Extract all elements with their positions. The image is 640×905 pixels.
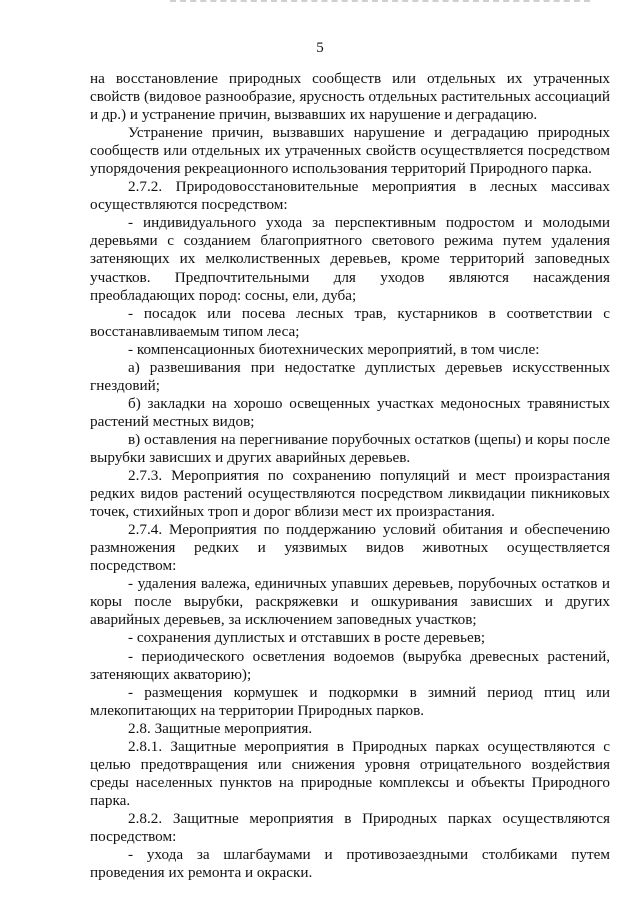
paragraph: на восстановление природных сообществ или отдельных их утраченных свойств (видовое разнообразие, ярусность отдельных растительных ассоциаций и др.) и устранение причин, вызвавших их нарушение и деградацию. bbox=[90, 70, 610, 124]
sub-item-v: в) оставления на перегнивание порубочных остатков (щепы) и коры после вырубки зависших и других аварийных деревьев. bbox=[90, 430, 610, 466]
list-item: - удаления валежа, единичных упавших деревьев, порубочных остатков и коры после вырубки, раскряжевки и ошкуривания зависших и других аварийных деревьев, за исключением заповедных участков; bbox=[90, 575, 610, 629]
section-2-7-3: 2.7.3. Мероприятия по сохранению популяций и мест произрастания редких видов растений осуществляются посредством ликвидации пикниковых точек, стихийных троп и дорог вблизи мест их произрастания. bbox=[90, 467, 610, 521]
section-2-8-2: 2.8.2. Защитные мероприятия в Природных парках осуществляются посредством: bbox=[90, 809, 610, 845]
list-item: - ухода за шлагбаумами и противозаездными столбиками путем проведения их ремонта и окраски. bbox=[90, 846, 610, 882]
paragraph: Устранение причин, вызвавших нарушение и деградацию природных сообществ или отдельных их утраченных свойств осуществляется посредством упорядочения рекреационного использования территорий Природного парка. bbox=[90, 124, 610, 178]
scan-artifact bbox=[170, 0, 590, 5]
page-number: 5 bbox=[316, 40, 324, 56]
list-item: - посадок или посева лесных трав, кустарников в соответствии с восстанавливаемым типом леса; bbox=[90, 304, 610, 340]
list-item: - компенсационных биотехнических мероприятий, в том числе: bbox=[128, 340, 540, 358]
sub-item-a: а) развешивания при недостатке дуплистых деревьев искусственных гнездовий; bbox=[90, 358, 610, 394]
list-item: - периодического осветления водоемов (вырубка древесных растений, затеняющих акваторию); bbox=[90, 647, 610, 683]
section-2-7-2: 2.7.2. Природовосстановительные мероприятия в лесных массивах осуществляются посредством: bbox=[90, 178, 610, 214]
section-2-8-1: 2.8.1. Защитные мероприятия в Природных парках осуществляются с целью предотвращения или снижения уровня отрицательного воздействия среды населенных пунктов на природные комплексы и объекты Природного парка. bbox=[90, 737, 610, 809]
sub-item-b: б) закладки на хорошо освещенных участках медоносных травянистых растений местных видов; bbox=[90, 394, 610, 430]
list-item: - размещения кормушек и подкормки в зимний период птиц или млекопитающих на территории Природных парков. bbox=[90, 683, 610, 719]
document-body bbox=[90, 70, 610, 882]
section-2-7-4: 2.7.4. Мероприятия по поддержанию условий обитания и обеспечению размножения редких и уязвимых видов животных осуществляется посредством: bbox=[90, 521, 610, 575]
list-item: - индивидуального ухода за перспективным подростом и молодыми деревьями с созданием благоприятного светового режима путем удаления затеняющих их мелколиственных деревьев, кроме территорий заповедных участков. Предпочтительными для уходов являются насаждения преобладающих пород: сосны, ели, дуба; bbox=[90, 214, 610, 304]
section-2-8: 2.8. Защитные мероприятия. bbox=[128, 719, 313, 737]
list-item: - сохранения дуплистых и отставших в росте деревьев; bbox=[128, 629, 486, 647]
